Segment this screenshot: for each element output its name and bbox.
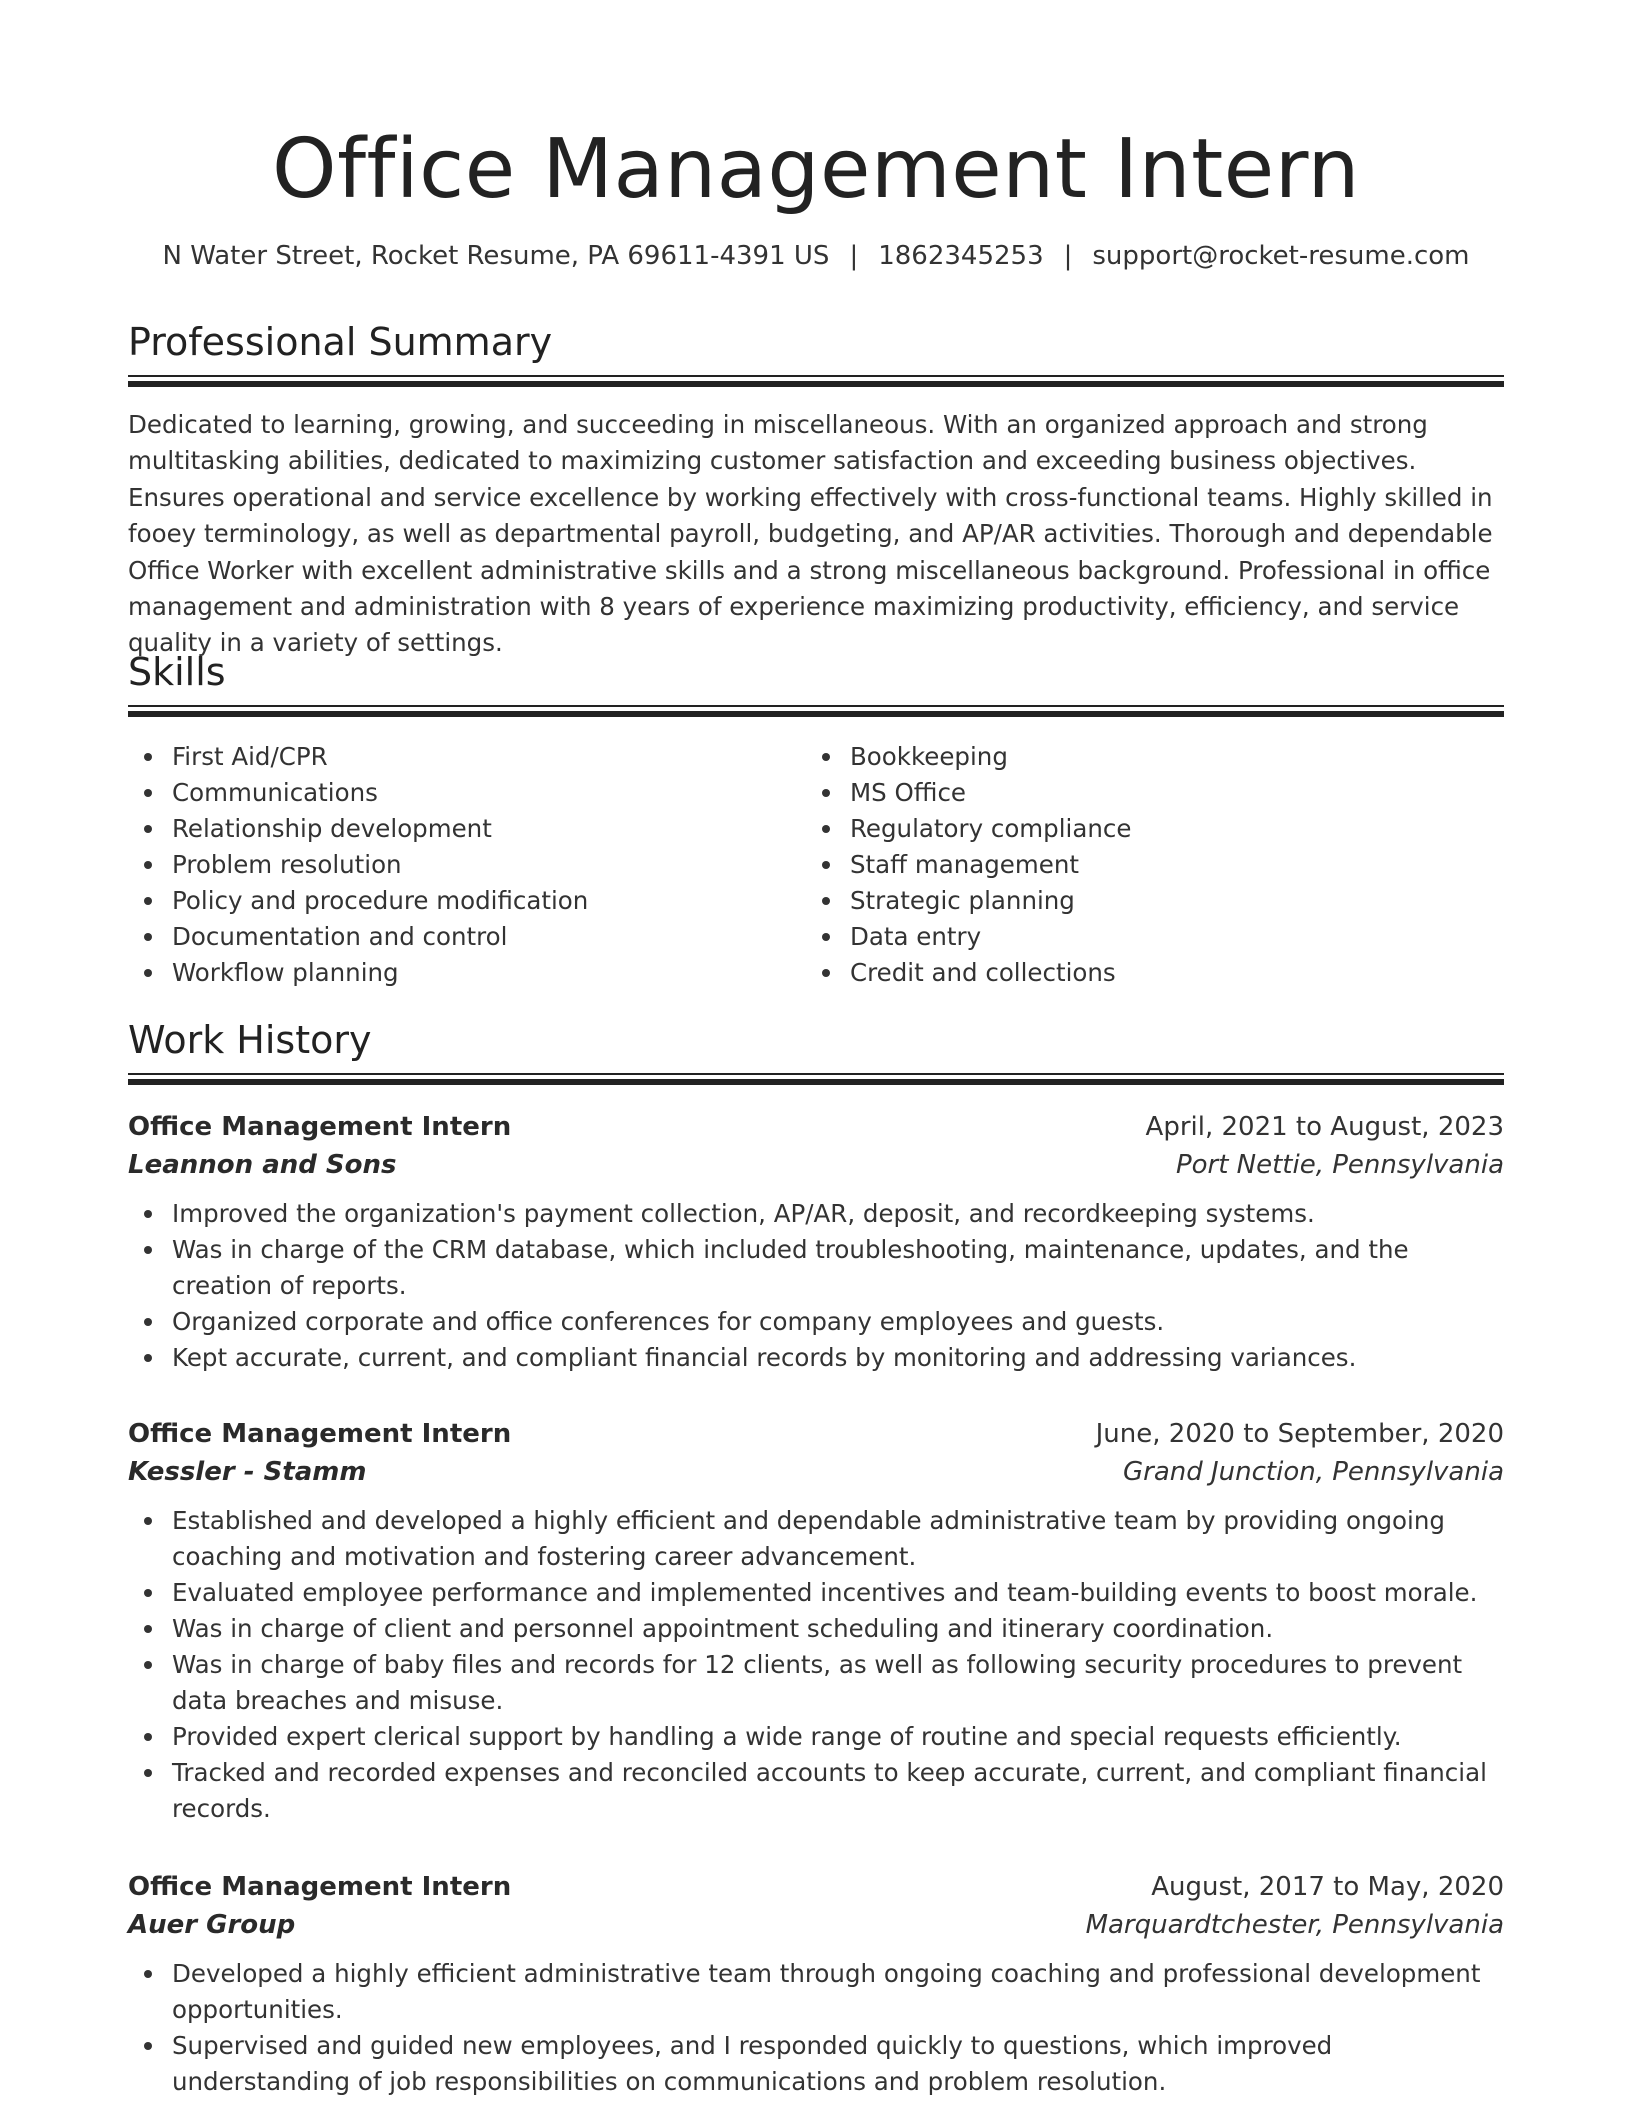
section-divider — [128, 705, 1504, 717]
skill-item: Problem resolution — [128, 847, 788, 883]
contact-separator: | — [1063, 241, 1073, 271]
contact-phone: 1862345253 — [878, 241, 1044, 271]
skill-item: Relationship development — [128, 811, 788, 847]
job-title: Office Management Intern — [128, 1112, 512, 1142]
section-divider — [128, 375, 1504, 387]
job-dates: August, 2017 to May, 2020 — [1151, 1872, 1504, 1902]
skill-item: Policy and procedure modification — [128, 883, 788, 919]
job-bullet: Improved the organization's payment collection, AP/AR, deposit, and recordkeeping systems. — [128, 1196, 1504, 1232]
skill-item: Credit and collections — [806, 955, 1466, 991]
job-dates: April, 2021 to August, 2023 — [1145, 1112, 1504, 1142]
job-bullet: Tracked and recorded expenses and reconciled accounts to keep accurate, current, and compliant financial records. — [128, 1755, 1504, 1827]
section-divider — [128, 1073, 1504, 1085]
job-entry — [128, 1868, 1504, 2100]
skill-item: First Aid/CPR — [128, 739, 788, 775]
candidate-name: Office Management Intern — [272, 122, 1360, 217]
skill-item: Bookkeeping — [806, 739, 1466, 775]
job-company: Kessler - Stamm — [128, 1457, 367, 1487]
skill-item: Workflow planning — [128, 955, 788, 991]
contact-separator: | — [849, 241, 859, 271]
job-bullet: Supervised and guided new employees, and I responded quickly to questions, which improved understanding of job responsibilities on communications and problem resolution. — [128, 2028, 1504, 2100]
skill-item: Data entry — [806, 919, 1466, 955]
job-location: Grand Junction, Pennsylvania — [1122, 1457, 1504, 1487]
skill-item: Communications — [128, 775, 788, 811]
job-entry — [128, 1108, 1504, 1376]
contact-address: N Water Street, Rocket Resume, PA 69611-4391 US — [162, 241, 830, 271]
job-title: Office Management Intern — [128, 1419, 512, 1449]
job-company: Leannon and Sons — [128, 1150, 397, 1180]
skill-item: Regulatory compliance — [806, 811, 1466, 847]
section-title-summary: Professional Summary — [128, 320, 553, 364]
job-dates: June, 2020 to September, 2020 — [1095, 1419, 1504, 1449]
section-title-skills: Skills — [128, 650, 226, 694]
skills-column-right — [806, 739, 1466, 991]
contact-line — [128, 238, 1504, 274]
section-title-work-history: Work History — [128, 1018, 372, 1062]
job-location: Port Nettie, Pennsylvania — [1175, 1150, 1504, 1180]
job-bullet: Developed a highly efficient administrative team through ongoing coaching and professional development opportunities. — [128, 1956, 1504, 2028]
job-bullet: Kept accurate, current, and compliant financial records by monitoring and addressing variances. — [128, 1340, 1504, 1376]
job-entry — [128, 1415, 1504, 1827]
job-bullet: Organized corporate and office conferences for company employees and guests. — [128, 1304, 1504, 1340]
skill-item: Staff management — [806, 847, 1466, 883]
job-bullet: Was in charge of baby files and records for 12 clients, as well as following security procedures to prevent data breaches and misuse. — [128, 1647, 1504, 1719]
job-company: Auer Group — [128, 1910, 296, 1940]
job-location: Marquardtchester, Pennsylvania — [1085, 1910, 1504, 1940]
job-bullet: Evaluated employee performance and implemented incentives and team-building events to boost morale. — [128, 1575, 1504, 1611]
job-bullet: Provided expert clerical support by handling a wide range of routine and special requests efficiently. — [128, 1719, 1504, 1755]
skill-item: MS Office — [806, 775, 1466, 811]
job-bullet: Was in charge of the CRM database, which included troubleshooting, maintenance, updates, and the creation of reports. — [128, 1232, 1504, 1304]
skill-item: Documentation and control — [128, 919, 788, 955]
job-bullet: Established and developed a highly efficient and dependable administrative team by providing ongoing coaching and motivation and fostering career advancement. — [128, 1503, 1504, 1575]
contact-email[interactable]: support@rocket-resume.com — [1092, 241, 1470, 271]
summary-text: Dedicated to learning, growing, and succeeding in miscellaneous. With an organized approach and strong multitasking abilities, dedicated to maximizing customer satisfaction and exceeding business objectives. Ensures operational and service excellence by working effectively with cross-functional teams. Highly skilled in fooey terminology, as well as departmental payroll, budgeting, and AP/AR activities. Thorough and dependable Office Worker with excellent administrative skills and a strong miscellaneous background. Professional in office management and administration with 8 years of experience maximizing productivity, efficiency, and service quality in a variety of settings. — [128, 410, 1493, 658]
job-title: Office Management Intern — [128, 1872, 512, 1902]
job-bullet: Was in charge of client and personnel appointment scheduling and itinerary coordination. — [128, 1611, 1504, 1647]
skill-item: Strategic planning — [806, 883, 1466, 919]
skills-column-left — [128, 739, 788, 991]
